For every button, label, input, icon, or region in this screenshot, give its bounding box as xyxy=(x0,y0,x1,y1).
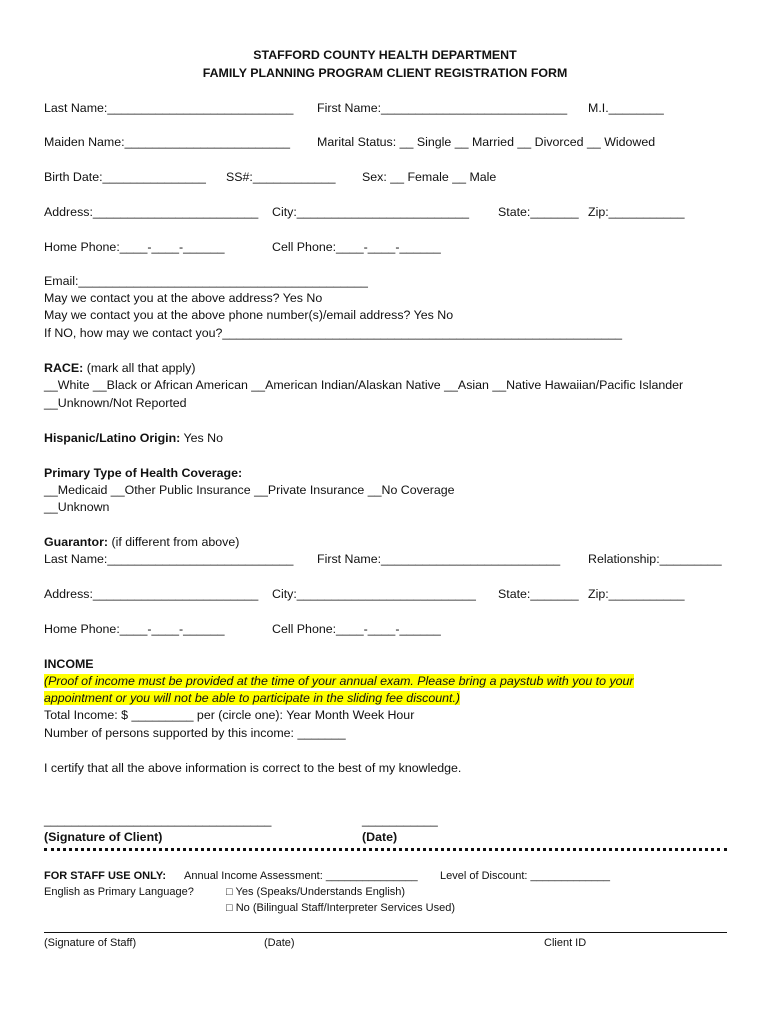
race-label: RACE: xyxy=(44,361,84,375)
guarantor-last-name-field[interactable]: Last Name:___________________________ xyxy=(44,552,294,566)
maiden-name-field[interactable]: Maiden Name:________________________ xyxy=(44,135,290,149)
client-signature-line[interactable]: _________________________________ xyxy=(44,813,272,827)
zip-field[interactable]: Zip:___________ xyxy=(588,205,685,219)
persons-supported-field[interactable]: Number of persons supported by this income: _______ xyxy=(44,726,346,740)
coverage-unknown-option[interactable]: __Unknown xyxy=(44,500,110,514)
discount-level-field[interactable]: Level of Discount: _____________ xyxy=(440,870,611,882)
email-field[interactable]: Email:__________________________________________ xyxy=(44,274,368,288)
client-signature-label: (Signature of Client) xyxy=(44,830,163,844)
guarantor-relationship-field[interactable]: Relationship:_________ xyxy=(588,552,722,566)
cell-phone-field[interactable]: Cell Phone:____-____-______ xyxy=(272,240,441,254)
staff-use-label: FOR STAFF USE ONLY: xyxy=(44,870,167,882)
english-primary-question: English as Primary Language? xyxy=(44,886,194,898)
address-field[interactable]: Address:________________________ xyxy=(44,205,259,219)
total-income-field[interactable]: Total Income: $ _________ per (circle one): Year Month Week Hour xyxy=(44,708,415,722)
checkbox-icon[interactable]: □ xyxy=(226,902,233,914)
race-unknown-option[interactable]: __Unknown/Not Reported xyxy=(44,396,187,410)
contact-by-address-question[interactable]: May we contact you at the above address? Yes No xyxy=(44,291,323,305)
hispanic-label: Hispanic/Latino Origin: xyxy=(44,431,181,445)
english-yes-option[interactable] xyxy=(226,885,405,900)
guarantor-first-name-field[interactable]: First Name:__________________________ xyxy=(317,552,561,566)
certification-statement: I certify that all the above information is correct to the best of my knowledge. xyxy=(44,761,462,775)
staff-signature-rule xyxy=(44,932,727,933)
coverage-heading: Primary Type of Health Coverage: xyxy=(44,466,243,480)
guarantor-address-field[interactable]: Address:________________________ xyxy=(44,587,259,601)
guarantor-cell-phone-field[interactable]: Cell Phone:____-____-______ xyxy=(272,622,441,636)
guarantor-zip-field[interactable]: Zip:___________ xyxy=(588,587,685,601)
hispanic-origin-row[interactable] xyxy=(44,431,223,446)
marital-status-field[interactable]: Marital Status: __ Single __ Married __ Divorced __ Widowed xyxy=(317,135,656,149)
guarantor-city-field[interactable]: City:__________________________ xyxy=(272,587,476,601)
english-no-option[interactable] xyxy=(226,901,455,916)
race-options[interactable]: __White __Black or African American __American Indian/Alaskan Native __Asian __Native Hawaiian/Pacific Islander xyxy=(44,378,684,392)
coverage-options[interactable]: __Medicaid __Other Public Insurance __Private Insurance __No Coverage xyxy=(44,483,455,497)
city-field[interactable]: City:_________________________ xyxy=(272,205,470,219)
form-title-agency: STAFFORD COUNTY HEALTH DEPARTMENT xyxy=(253,48,517,62)
client-date-label: (Date) xyxy=(362,830,398,844)
race-heading xyxy=(44,361,196,376)
guarantor-label: Guarantor: xyxy=(44,535,109,549)
contact-by-phone-question[interactable]: May we contact you at the above phone number(s)/email address? Yes No xyxy=(44,308,454,322)
guarantor-state-field[interactable]: State:_______ xyxy=(498,587,579,601)
staff-signature-label: (Signature of Staff) xyxy=(44,937,137,949)
english-yes-label: Yes (Speaks/Understands English) xyxy=(235,886,406,898)
guarantor-heading xyxy=(44,535,239,550)
client-id-label: Client ID xyxy=(544,937,587,949)
income-heading: INCOME xyxy=(44,657,94,671)
income-notice-line1 xyxy=(44,674,634,689)
client-date-line[interactable]: ___________ xyxy=(362,813,438,827)
hispanic-options[interactable]: Yes No xyxy=(180,431,224,445)
home-phone-field[interactable]: Home Phone:____-____-______ xyxy=(44,240,225,254)
first-name-field[interactable]: First Name:___________________________ xyxy=(317,101,568,115)
staff-section-divider xyxy=(44,848,727,851)
birth-date-field[interactable]: Birth Date:_______________ xyxy=(44,170,206,184)
sex-field[interactable]: Sex: __ Female __ Male xyxy=(362,170,497,184)
alternate-contact-field[interactable]: If NO, how may we contact you?__________________________________________________________ xyxy=(44,326,623,340)
middle-initial-field[interactable]: M.I.________ xyxy=(588,101,664,115)
income-notice-text2: appointment or you will not be able to participate in the sliding fee discount.) xyxy=(44,691,461,705)
checkbox-icon[interactable]: □ xyxy=(226,886,233,898)
staff-date-label: (Date) xyxy=(264,937,295,949)
last-name-field[interactable]: Last Name:___________________________ xyxy=(44,101,294,115)
guarantor-home-phone-field[interactable]: Home Phone:____-____-______ xyxy=(44,622,225,636)
race-note: (mark all that apply) xyxy=(83,361,196,375)
guarantor-note: (if different from above) xyxy=(108,535,240,549)
income-notice-line2 xyxy=(44,691,460,706)
ssn-field[interactable]: SS#:____________ xyxy=(226,170,336,184)
income-assessment-field[interactable]: Annual Income Assessment: _______________ xyxy=(184,870,418,882)
state-field[interactable]: State:_______ xyxy=(498,205,579,219)
english-no-label: No (Bilingual Staff/Interpreter Services Used) xyxy=(235,902,455,914)
income-notice-text1: (Proof of income must be provided at the time of your annual exam. Please bring a paystub with you to your xyxy=(44,674,634,688)
form-title: FAMILY PLANNING PROGRAM CLIENT REGISTRATION FORM xyxy=(202,66,568,80)
